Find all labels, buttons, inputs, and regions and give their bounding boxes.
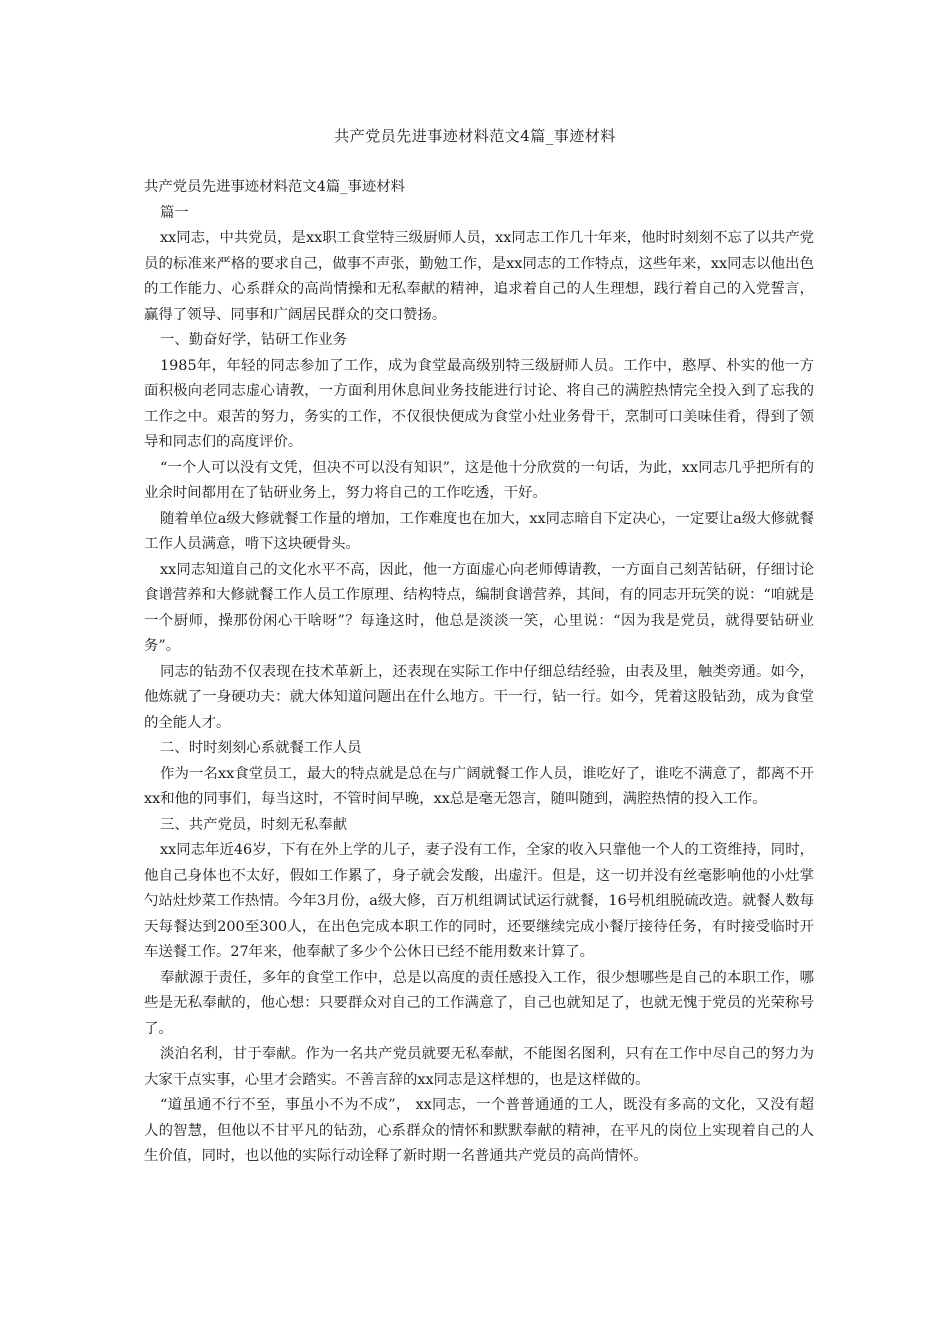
paragraph: 同志的钻劲不仅表现在技术革新上，还表现在实际工作中仔细总结经验，由表及里，触类旁通。如今，他炼就了一身硬功夫：就大体知道问题出在什么地方。干一行，钻一行。如今，凭着这股钻劲，成为食堂的全能人才。 — [144, 663, 814, 731]
section-label: 篇一 — [160, 204, 189, 221]
paragraph: 1985年，年轻的同志参加了工作，成为食堂最高级别特三级厨师人员。工作中，憨厚、朴实的他一方面积极向老同志虚心请教，一方面利用休息间业务技能进行讨论、将自己的满腔热情完全投入到了忘我的工作之中。艰苦的努力，务实的工作，不仅很快便成为食堂小灶业务骨干，烹制可口美味佳肴，得到了领导和同志们的高度评价。 — [144, 357, 814, 450]
paragraph: “一个人可以没有文凭，但决不可以没有知识”，这是他十分欣赏的一句话，为此，xx同志几乎把所有的业余时间都用在了钻研业务上，努力将自己的工作吃透，干好。 — [144, 459, 814, 501]
page-title: 共产党员先进事迹材料范文4篇_事迹材料 — [334, 127, 616, 145]
paragraph: xx同志年近46岁，下有在外上学的儿子，妻子没有工作，全家的收入只靠他一个人的工资维持，同时，他自己身体也不太好，假如工作累了，身子就会发酸，出虚汗。但是，这一切并没有丝毫影响他的小灶掌勺站灶炒菜工作热情。今年3月份，a级大修，百万机组调试试运行就餐，16号机组脱硫改造。就餐人数每天每餐达到200至300人，在出色完成本职工作的同时，还要继续完成小餐厅接待任务，有时接受临时开车送餐工作。27年来，他奉献了多少个公休日已经不能用数来计算了。 — [144, 842, 814, 960]
document-subtitle: 共产党员先进事迹材料范文4篇_事迹材料 — [144, 179, 405, 195]
document-body — [144, 175, 814, 1170]
paragraph: 随着单位a级大修就餐工作量的增加，工作难度也在加大，xx同志暗自下定决心，一定要让a级大修就餐工作人员满意，啃下这块硬骨头。 — [144, 510, 814, 552]
paragraph: xx同志知道自己的文化水平不高，因此，他一方面虚心向老师傅请教，一方面自己刻苦钻研，仔细讨论食谱营养和大修就餐工作人员工作原理、结构特点，编制食谱营养，其间，有的同志开玩笑的说：“咱就是一个厨师，操那份闲心干啥呀”？每逢这时，他总是淡淡一笑，心里说：“因为我是党员，就得要钻研业务”。 — [144, 561, 814, 654]
paragraph: xx同志，中共党员，是xx职工食堂特三级厨师人员，xx同志工作几十年来，他时时刻刻不忘了以共产党员的标准来严格的要求自己，做事不声张，勤勉工作，是xx同志的工作特点，这些年来，xx同志以他出色的工作能力、心系群众的高尚情操和无私奉献的精神，追求着自己的人生理想，践行着自己的入党誓言，赢得了领导、同事和广阔居民群众的交口赞扬。 — [144, 230, 814, 323]
paragraph: 奉献源于责任，多年的食堂工作中，总是以高度的责任感投入工作，很少想哪些是自己的本职工作，哪些是无私奉献的，他心想：只要群众对自己的工作满意了，自己也就知足了，也就无愧于党员的光荣称号了。 — [144, 969, 814, 1037]
paragraph: “道虽通不行不至，事虽小不为不成”， xx同志，一个普普通通的工人，既没有多高的文化，又没有超人的智慧，但他以不甘平凡的钻劲，心系群众的情怀和默默奉献的精神，在平凡的岗位上实现着自己的人生价值，同时，也以他的实际行动诠释了新时期一名普通共产党员的高尚情怀。 — [144, 1097, 814, 1164]
paragraph: 作为一名xx食堂员工，最大的特点就是总在与广阔就餐工作人员，谁吃好了，谁吃不满意了，都离不开xx和他的同事们，每当这时，不管时间早晚，xx总是毫无怨言，随叫随到，满腔热情的投入工作。 — [144, 765, 814, 807]
paragraph: 淡泊名利，甘于奉献。作为一名共产党员就要无私奉献，不能图名图利，只有在工作中尽自己的努力为大家干点实事，心里才会踏实。不善言辞的xx同志是这样想的，也是这样做的。 — [144, 1046, 814, 1088]
section-heading: 二、时时刻刻心系就餐工作人员 — [160, 740, 362, 756]
section-heading: 一、勤奋好学，钻研工作业务 — [160, 332, 348, 348]
section-heading: 三、共产党员，时刻无私奉献 — [160, 816, 348, 833]
